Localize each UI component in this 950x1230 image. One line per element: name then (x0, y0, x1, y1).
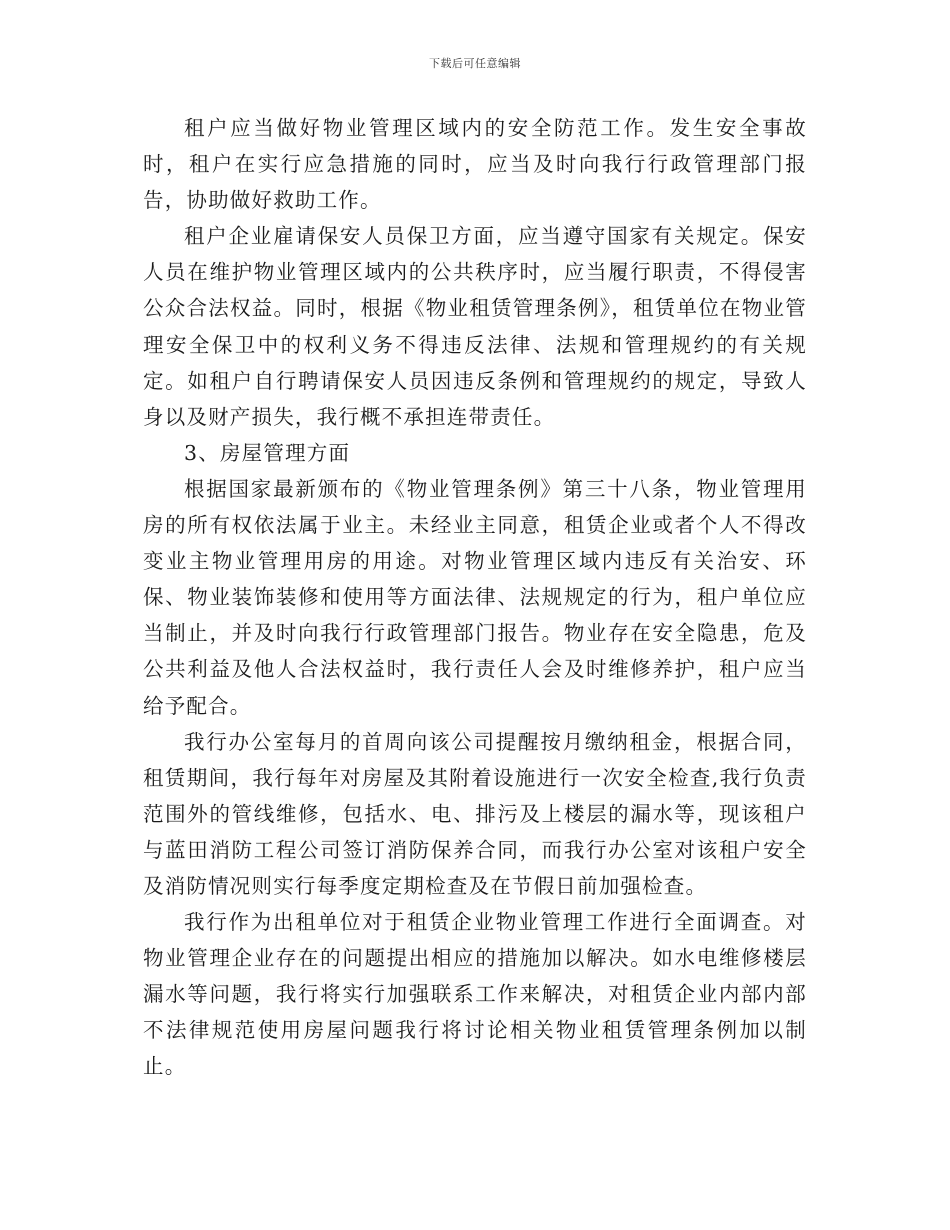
document-body (143, 110, 807, 1085)
paragraph-office-inspection: 我行办公室每月的首周向该公司提醒按月缴纳租金，根据合同，租赁期间，我行每年对房屋及其附着设施进行一次安全检查,我行负责范围外的管线维修，包括水、电、排污及上楼层的漏水等，现该租户与蓝田消防工程公司签订消防保养合同，而我行办公室对该租户安全及消防情况则实行每季度定期检查及在节假日前加强检查。 (143, 729, 807, 898)
paragraph-property-regulation: 根据国家最新颁布的《物业管理条例》第三十八条，物业管理用房的所有权依法属于业主。未经业主同意，租赁企业或者个人不得改变业主物业管理用房的用途。对物业管理区域内违反有关治安、环保、物业装饰装修和使用等方面法律、法规规定的行为，租户单位应当制止，并及时向我行行政管理部门报告。物业存在安全隐患，危及公共利益及他人合法权益时，我行责任人会及时维修养护，租户应当给予配合。 (143, 476, 807, 718)
paragraph-lessor-investigation: 我行作为出租单位对于租赁企业物业管理工作进行全面调查。对物业管理企业存在的问题提出相应的措施加以解决。如水电维修楼层漏水等问题，我行将实行加强联系工作来解决，对租赁企业内部内部不法律规范使用房屋问题我行将讨论相关物业租赁管理条例加以制止。 (143, 910, 807, 1079)
section-heading-housing-management: 3、房屋管理方面 (184, 440, 351, 465)
paragraph-security-guards: 租户企业雇请保安人员保卫方面，应当遵守国家有关规定。保安人员在维护物业管理区域内的公共秩序时，应当履行职责，不得侵害公众合法权益。同时，根据《物业租赁管理条例》，租赁单位在物业管理安全保卫中的权利义务不得违反法律、法规和管理规约的有关规定。如租户自行聘请保安人员因违反条例和管理规约的规定，导致人身以及财产损失，我行概不承担连带责任。 (143, 224, 807, 429)
paragraph-security-prevention: 租户应当做好物业管理区域内的安全防范工作。发生安全事故时，租户在实行应急措施的同时，应当及时向我行行政管理部门报告，协助做好救助工作。 (143, 116, 807, 213)
page-header-note: 下载后可任意编辑 (429, 57, 521, 70)
